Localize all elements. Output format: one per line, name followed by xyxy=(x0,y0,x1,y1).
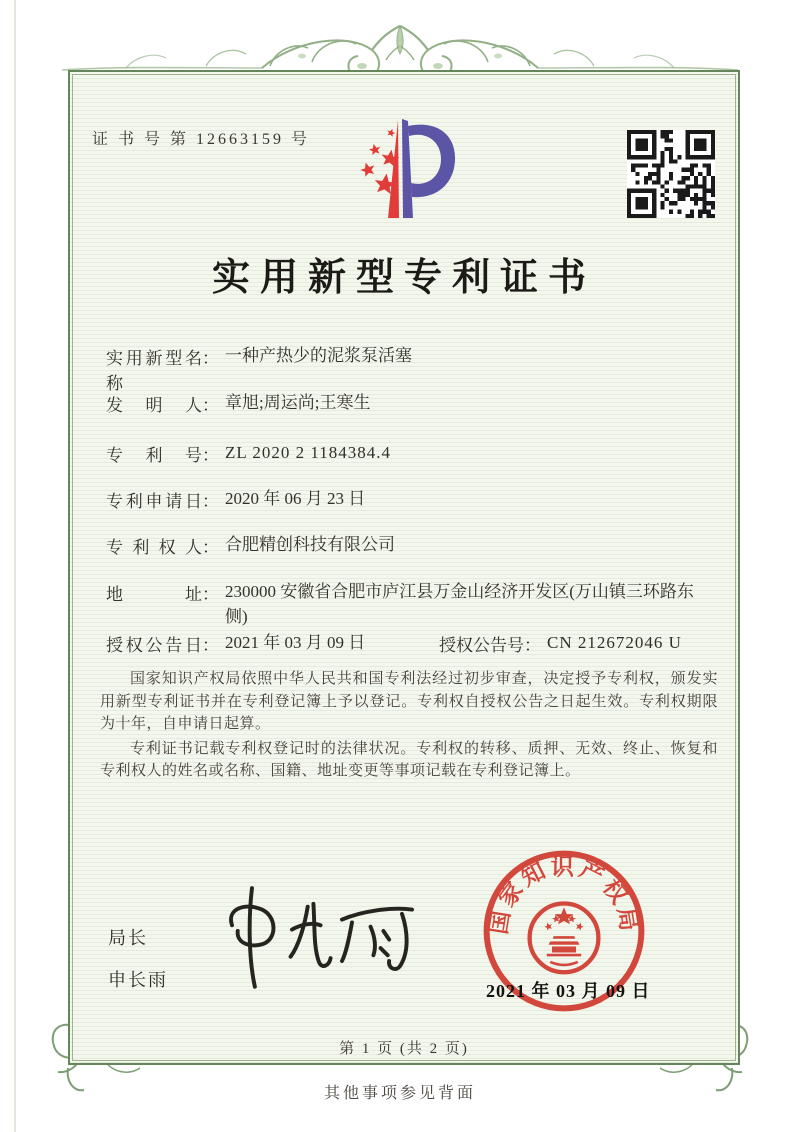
signer-name: 申长雨 xyxy=(108,970,168,990)
signer-title: 局长 xyxy=(108,928,148,948)
footer-note: 其他事项参见背面 xyxy=(323,1085,476,1102)
field-colon: ： xyxy=(202,538,219,557)
field-label: 授权公告号 xyxy=(439,636,524,655)
certificate-title: 实用新型专利证书 xyxy=(211,257,596,299)
qr-code xyxy=(627,130,715,218)
field-colon: ： xyxy=(202,636,219,655)
legal-paragraph: 专利证书记载专利权登记时的法律状况。专利权的转移、质押、无效、终止、恢复和专利权人的姓名或名称、国籍、地址变更等事项记载在专利登记簿上。 xyxy=(100,740,718,779)
field-colon: ： xyxy=(202,349,219,368)
field-label: 专利权人 xyxy=(106,538,202,557)
field-value: ZL 2020 2 1184384.4 xyxy=(225,443,392,462)
field-row-inventors xyxy=(106,391,724,416)
field-row-filing-date xyxy=(106,487,724,512)
field-label: 实用新型名称 xyxy=(106,349,202,393)
field-value: 2020 年 06 月 23 日 xyxy=(225,489,366,508)
field-colon: ： xyxy=(202,585,219,604)
field-row-patentee xyxy=(106,533,724,558)
field-row-patent-number xyxy=(106,441,724,466)
field-label: 地址 xyxy=(106,585,202,604)
field-value: CN 212672046 U xyxy=(547,633,682,652)
field-colon: ： xyxy=(202,446,219,465)
field-value: 230000 安徽省合肥市庐江县万金山经济开发区(万山镇三环路东侧) xyxy=(225,582,694,626)
field-colon: ： xyxy=(202,492,219,511)
certificate-number: 证 书 号 第 12663159 号 xyxy=(92,131,311,148)
seal-date: 2021 年 03 月 09 日 xyxy=(486,981,651,1001)
field-label: 专利申请日 xyxy=(106,492,202,511)
signer-block xyxy=(108,924,168,1008)
cnipa-logo-icon xyxy=(342,114,462,232)
signature-shen-changyu xyxy=(222,880,422,992)
field-label: 授权公告日 xyxy=(106,636,202,655)
field-value: 章旭;周运尚;王寒生 xyxy=(225,393,371,412)
svg-text:国家知识产权局 xyxy=(486,854,642,936)
field-value: 2021 年 03 月 09 日 xyxy=(225,633,366,652)
logo-p-bowl xyxy=(408,125,455,198)
scan-edge-line xyxy=(14,0,16,1132)
field-colon: ： xyxy=(202,396,219,415)
field-colon: ： xyxy=(524,636,541,655)
field-row-grant xyxy=(106,631,724,656)
seal-text: 国家知识产权局 xyxy=(486,854,642,937)
field-row-name xyxy=(106,344,724,394)
field-label: 专利号 xyxy=(106,446,202,465)
seal-national-emblem xyxy=(530,903,599,972)
field-label: 发明人 xyxy=(106,396,202,415)
legal-paragraph: 国家知识产权局依照中华人民共和国专利法经过初步审查，决定授予专利权，颁发实用新型专利证书并在专利登记簿上予以登记。专利权自授权公告之日起生效。专利权期限为十年，自申请日起算。 xyxy=(100,671,718,732)
field-value: 合肥精创科技有限公司 xyxy=(225,535,395,554)
page-indicator: 第 1 页 (共 2 页) xyxy=(339,1041,469,1057)
field-value: 一种产热少的泥浆泵活塞 xyxy=(225,346,412,365)
field-row-address xyxy=(106,580,724,629)
legal-text xyxy=(100,668,718,785)
